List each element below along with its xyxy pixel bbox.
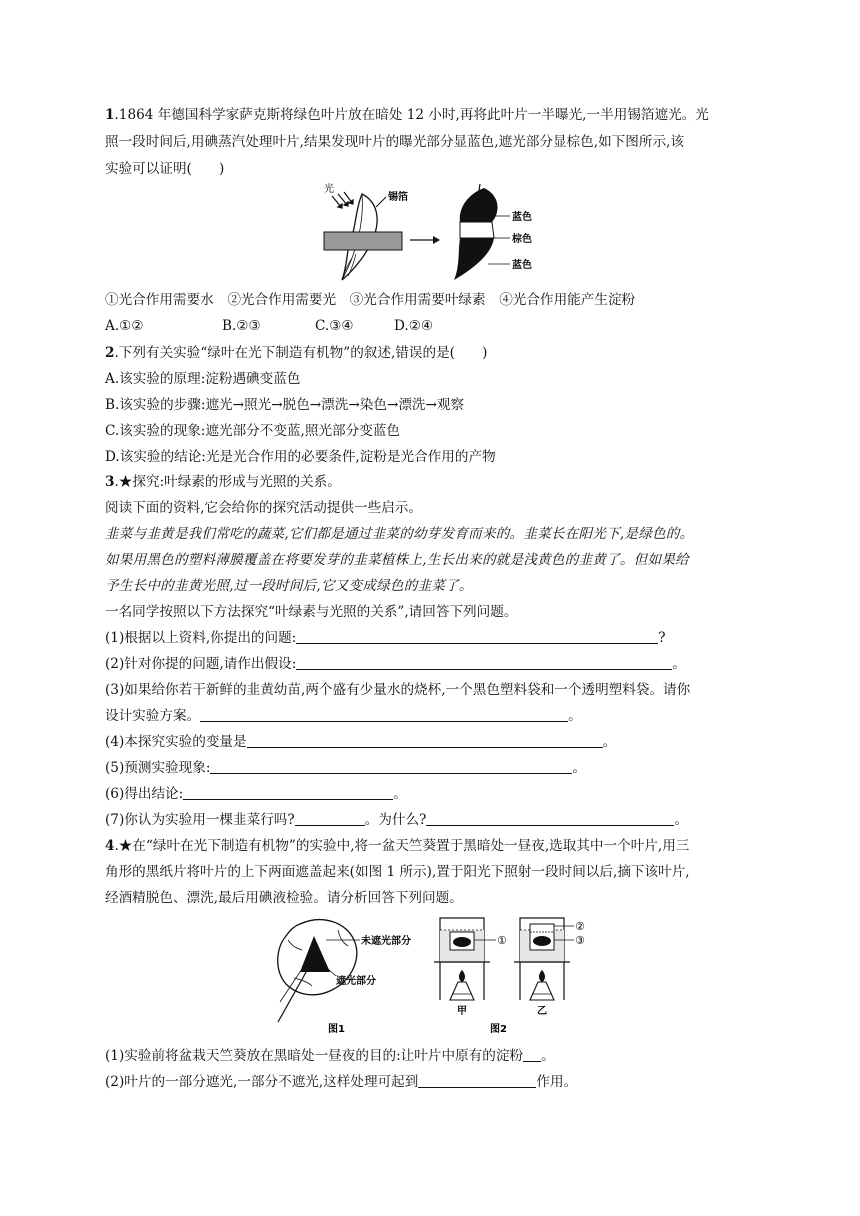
light-label: 光: [324, 184, 334, 195]
q1-number: 1: [105, 107, 115, 123]
q3-answer-blank-2[interactable]: [296, 655, 672, 670]
q3-title: 3.★探究:叶绿素的形成与光照的关系。: [105, 474, 341, 490]
q3-answer-blank-5[interactable]: [210, 759, 572, 774]
q1-option-d[interactable]: D.②④: [394, 318, 434, 334]
q4-line-1: 4.★在“绿叶在光下制造有机物”的实验中,将一盆天竺葵置于黑暗处一昼夜,选取其中一个叶片,用三: [105, 838, 690, 854]
arrow-icon: [410, 236, 440, 244]
foil-label: 锡箔: [388, 192, 408, 203]
q4-answer-blank-1[interactable]: [523, 1047, 541, 1062]
q1-line-3: 实验可以证明( ): [105, 161, 225, 177]
unshaded-label: 未遮光部分: [361, 936, 411, 947]
leaf-after-icon: [454, 184, 498, 280]
q4-number: 4: [105, 838, 115, 854]
q2-option-d[interactable]: D.该实验的结论:光是光合作用的必要条件,淀粉是光合作用的产物: [105, 449, 496, 465]
water-bath-jia-icon: [434, 918, 490, 1000]
q3-material-3: 予生长中的韭黄光照,过一段时间后,它又变成绿色的韭菜了。: [105, 578, 473, 594]
q1-statements: ①光合作用需要水 ②光合作用需要光 ③光合作用需要叶绿素 ④光合作用能产生淀粉: [105, 292, 636, 308]
q3-part-1: (1)根据以上资料,你提出的问题: ?: [105, 630, 666, 646]
q1-options: [105, 317, 433, 335]
q3-part-4: (4)本探究实验的变量是 。: [105, 734, 617, 750]
brown-label: 棕色: [512, 234, 532, 245]
label-jia: 甲: [457, 1006, 467, 1017]
water-bath-yi-icon: [514, 918, 570, 1000]
q3-number: 3: [105, 474, 115, 490]
q2-option-c[interactable]: C.该实验的现象:遮光部分不变蓝,照光部分变蓝色: [105, 423, 401, 439]
q3-answer-blank-6[interactable]: [183, 785, 393, 800]
q4-line-2: 角形的黑纸片将叶片的上下两面遮盖起来(如图 1 所示),置于阳光下照射一段时间以后,摘下该叶片,: [105, 864, 690, 880]
q3-material-1: 韭菜与韭黄是我们常吃的蔬菜,它们都是通过韭菜的幼芽发育而来的。韭菜长在阳光下,是绿色的。: [105, 526, 694, 542]
q3-answer-blank-7a[interactable]: [295, 811, 365, 826]
q4-line-3: 经酒精脱色、漂洗,最后用碘液检验。请分析回答下列问题。: [105, 890, 463, 906]
q3-part-3a: (3)如果给你若干新鲜的韭黄幼苗,两个盛有少量水的烧杯,一个黑色塑料袋和一个透明塑料袋。请你: [105, 682, 691, 698]
q3-part-7: (7)你认为实验用一棵韭菜行吗? 。为什么? 。: [105, 812, 688, 828]
q3-material-2: 如果用黑色的塑料薄膜覆盖在将要发芽的韭菜植株上,生长出来的就是浅黄色的韭黄了。但如果给: [105, 552, 689, 568]
q1-line-1: 1.1864 年德国科学家萨克斯将绿色叶片放在暗处 12 小时,再将此叶片一半曝光,一半用锡箔遮光。光: [105, 107, 709, 123]
q3-part-6: (6)得出结论: 。: [105, 786, 407, 802]
q1-option-b[interactable]: B.②③: [222, 318, 261, 334]
figure-2-caption: 图2: [490, 1024, 507, 1035]
q1-line-2: 照一段时间后,用碘蒸汽处理叶片,结果发现叶片的曝光部分显蓝色,遮光部分显棕色,如下图所示,该: [105, 134, 684, 150]
q3-part-5: (5)预测实验现象: 。: [105, 760, 586, 776]
shaded-leaf-icon: [278, 920, 357, 1022]
blue-label-bottom: 蓝色: [512, 260, 532, 271]
q4-part-2: (2)叶片的一部分遮光,一部分不遮光,这样处理可起到 作用。: [105, 1074, 578, 1090]
q3-answer-blank-7b[interactable]: [426, 811, 674, 826]
marker-2: ②: [575, 920, 585, 933]
q1-option-a[interactable]: A.①②: [105, 318, 144, 334]
q4-answer-blank-2[interactable]: [418, 1073, 536, 1088]
marker-3: ③: [575, 934, 585, 947]
q3-part-2: (2)针对你提的问题,请作出假设: 。: [105, 656, 686, 672]
q2-number: 2: [105, 345, 115, 361]
q3-intro: 阅读下面的资料,它会给你的探究活动提供一些启示。: [105, 500, 422, 516]
q1-leaf-figure: [318, 180, 548, 288]
blue-label-top: 蓝色: [512, 212, 532, 223]
q1-option-c[interactable]: C.③④: [315, 318, 354, 334]
q2-option-b[interactable]: B.该实验的步骤:遮光→照光→脱色→漂洗→染色→漂洗→观察: [105, 397, 465, 413]
q3-part-3b: 设计实验方案。 。: [105, 708, 582, 724]
figure-1-caption: 图1: [328, 1024, 345, 1035]
q4-part-1: (1)实验前将盆栽天竺葵放在黑暗处一昼夜的目的:让叶片中原有的淀粉 。: [105, 1048, 555, 1064]
q3-answer-blank-4[interactable]: [247, 733, 603, 748]
light-arrows-icon: [332, 192, 353, 208]
q3-answer-blank-3[interactable]: [200, 707, 568, 722]
label-yi: 乙: [537, 1006, 547, 1017]
leaf-before-icon: [324, 194, 402, 280]
q3-task: 一名同学按照以下方法探究“叶绿素与光照的关系”,请回答下列问题。: [105, 604, 518, 620]
shaded-label: 遮光部分: [336, 976, 376, 987]
q2-option-a[interactable]: A.该实验的原理:淀粉遇碘变蓝色: [105, 371, 301, 387]
marker-1: ①: [497, 934, 507, 947]
q3-answer-blank-1[interactable]: [296, 629, 658, 644]
q4-figures: [268, 910, 608, 1036]
q2-stem: 2.下列有关实验“绿叶在光下制造有机物”的叙述,错误的是( ): [105, 345, 488, 361]
